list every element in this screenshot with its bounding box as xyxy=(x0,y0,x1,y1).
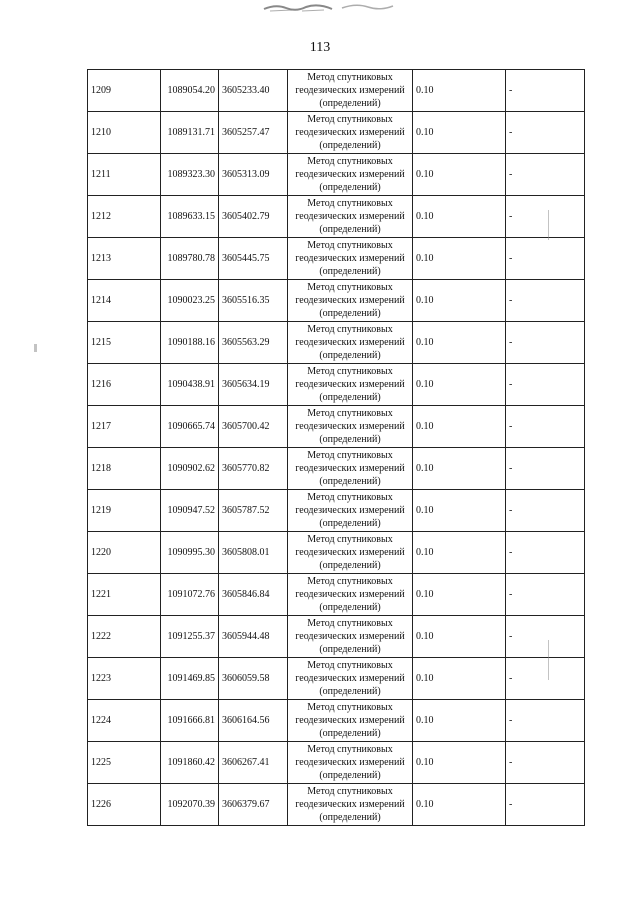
method-line: Метод спутниковых xyxy=(307,786,393,797)
method-line: (определений) xyxy=(319,140,381,151)
method-cell xyxy=(288,700,413,742)
method-line: (определений) xyxy=(319,98,381,109)
method-line: (определений) xyxy=(319,518,381,529)
method-line: геодезических измерений xyxy=(295,85,405,96)
method-line: (определений) xyxy=(319,266,381,277)
note-cell: - xyxy=(506,364,585,406)
note-cell: - xyxy=(506,532,585,574)
note-cell: - xyxy=(506,448,585,490)
scan-speck xyxy=(548,210,549,240)
note-cell: - xyxy=(506,238,585,280)
method-cell xyxy=(288,406,413,448)
method-line: (определений) xyxy=(319,350,381,361)
method-line: геодезических измерений xyxy=(295,295,405,306)
method-line: геодезических измерений xyxy=(295,253,405,264)
method-cell xyxy=(288,154,413,196)
point-number-cell: 1215 xyxy=(88,322,161,364)
method-line: геодезических измерений xyxy=(295,757,405,768)
x-coordinate-cell: 1091666.81 xyxy=(161,700,219,742)
method-line: Метод спутниковых xyxy=(307,492,393,503)
y-coordinate-cell: 3606059.58 xyxy=(219,658,288,700)
scan-speck xyxy=(548,640,549,680)
x-coordinate-cell: 1090023.25 xyxy=(161,280,219,322)
y-coordinate-cell: 3605808.01 xyxy=(219,532,288,574)
x-coordinate-cell: 1090947.52 xyxy=(161,490,219,532)
method-cell xyxy=(288,322,413,364)
method-cell xyxy=(288,574,413,616)
point-number-cell: 1221 xyxy=(88,574,161,616)
precision-cell: 0.10 xyxy=(413,112,506,154)
method-line: Метод спутниковых xyxy=(307,534,393,545)
method-line: геодезических измерений xyxy=(295,631,405,642)
point-number-cell: 1209 xyxy=(88,70,161,112)
method-line: геодезических измерений xyxy=(295,127,405,138)
y-coordinate-cell: 3605516.35 xyxy=(219,280,288,322)
page-number: 113 xyxy=(309,40,331,55)
method-line: геодезических измерений xyxy=(295,547,405,558)
method-line: Метод спутниковых xyxy=(307,282,393,293)
point-number-cell: 1220 xyxy=(88,532,161,574)
method-line: геодезических измерений xyxy=(295,799,405,810)
method-cell xyxy=(288,70,413,112)
table-row xyxy=(88,658,585,700)
table-row xyxy=(88,70,585,112)
point-number-cell: 1210 xyxy=(88,112,161,154)
method-line: Метод спутниковых xyxy=(307,576,393,587)
note-cell: - xyxy=(506,112,585,154)
precision-cell: 0.10 xyxy=(413,322,506,364)
method-line: Метод спутниковых xyxy=(307,408,393,419)
note-cell: - xyxy=(506,196,585,238)
note-cell: - xyxy=(506,574,585,616)
note-cell: - xyxy=(506,70,585,112)
point-number-cell: 1219 xyxy=(88,490,161,532)
method-line: геодезических измерений xyxy=(295,337,405,348)
method-line: Метод спутниковых xyxy=(307,366,393,377)
method-cell xyxy=(288,364,413,406)
note-cell: - xyxy=(506,280,585,322)
table-row xyxy=(88,616,585,658)
point-number-cell: 1211 xyxy=(88,154,161,196)
scan-artifact-left xyxy=(262,0,334,14)
precision-cell: 0.10 xyxy=(413,364,506,406)
method-line: геодезических измерений xyxy=(295,421,405,432)
precision-cell: 0.10 xyxy=(413,70,506,112)
point-number-cell: 1213 xyxy=(88,238,161,280)
point-number-cell: 1225 xyxy=(88,742,161,784)
table-row xyxy=(88,784,585,826)
method-line: (определений) xyxy=(319,182,381,193)
table-row xyxy=(88,574,585,616)
method-line: Метод спутниковых xyxy=(307,198,393,209)
y-coordinate-cell: 3605770.82 xyxy=(219,448,288,490)
point-number-cell: 1212 xyxy=(88,196,161,238)
method-line: геодезических измерений xyxy=(295,673,405,684)
method-line: геодезических измерений xyxy=(295,379,405,390)
table-row xyxy=(88,532,585,574)
method-line: (определений) xyxy=(319,560,381,571)
table-row xyxy=(88,364,585,406)
note-cell: - xyxy=(506,700,585,742)
x-coordinate-cell: 1090665.74 xyxy=(161,406,219,448)
scan-artifact-right xyxy=(340,0,395,14)
table-row xyxy=(88,490,585,532)
method-line: (определений) xyxy=(319,686,381,697)
precision-cell: 0.10 xyxy=(413,658,506,700)
precision-cell: 0.10 xyxy=(413,532,506,574)
y-coordinate-cell: 3605700.42 xyxy=(219,406,288,448)
x-coordinate-cell: 1090438.91 xyxy=(161,364,219,406)
method-line: геодезических измерений xyxy=(295,169,405,180)
method-line: (определений) xyxy=(319,728,381,739)
x-coordinate-cell: 1091072.76 xyxy=(161,574,219,616)
point-number-cell: 1222 xyxy=(88,616,161,658)
method-cell xyxy=(288,658,413,700)
x-coordinate-cell: 1090188.16 xyxy=(161,322,219,364)
y-coordinate-cell: 3606379.67 xyxy=(219,784,288,826)
method-line: Метод спутниковых xyxy=(307,324,393,335)
method-line: Метод спутниковых xyxy=(307,702,393,713)
method-line: (определений) xyxy=(319,392,381,403)
method-line: (определений) xyxy=(319,602,381,613)
x-coordinate-cell: 1089780.78 xyxy=(161,238,219,280)
note-cell: - xyxy=(506,322,585,364)
precision-cell: 0.10 xyxy=(413,700,506,742)
method-line: геодезических измерений xyxy=(295,505,405,516)
y-coordinate-cell: 3606267.41 xyxy=(219,742,288,784)
method-line: геодезических измерений xyxy=(295,211,405,222)
point-number-cell: 1226 xyxy=(88,784,161,826)
table-row xyxy=(88,112,585,154)
note-cell: - xyxy=(506,154,585,196)
point-number-cell: 1217 xyxy=(88,406,161,448)
y-coordinate-cell: 3605402.79 xyxy=(219,196,288,238)
scan-speck xyxy=(34,344,37,352)
point-number-cell: 1218 xyxy=(88,448,161,490)
method-cell xyxy=(288,196,413,238)
method-line: (определений) xyxy=(319,812,381,823)
method-line: (определений) xyxy=(319,644,381,655)
table-row xyxy=(88,238,585,280)
method-cell xyxy=(288,490,413,532)
point-number-cell: 1224 xyxy=(88,700,161,742)
precision-cell: 0.10 xyxy=(413,154,506,196)
x-coordinate-cell: 1090995.30 xyxy=(161,532,219,574)
x-coordinate-cell: 1091255.37 xyxy=(161,616,219,658)
x-coordinate-cell: 1092070.39 xyxy=(161,784,219,826)
method-cell xyxy=(288,238,413,280)
method-line: (определений) xyxy=(319,434,381,445)
method-line: Метод спутниковых xyxy=(307,240,393,251)
note-cell: - xyxy=(506,658,585,700)
method-cell xyxy=(288,616,413,658)
note-cell: - xyxy=(506,490,585,532)
y-coordinate-cell: 3605563.29 xyxy=(219,322,288,364)
precision-cell: 0.10 xyxy=(413,406,506,448)
y-coordinate-cell: 3605787.52 xyxy=(219,490,288,532)
precision-cell: 0.10 xyxy=(413,280,506,322)
table-row xyxy=(88,280,585,322)
method-cell xyxy=(288,742,413,784)
precision-cell: 0.10 xyxy=(413,196,506,238)
note-cell: - xyxy=(506,742,585,784)
method-line: (определений) xyxy=(319,770,381,781)
table-row xyxy=(88,406,585,448)
method-line: геодезических измерений xyxy=(295,589,405,600)
x-coordinate-cell: 1091860.42 xyxy=(161,742,219,784)
x-coordinate-cell: 1090902.62 xyxy=(161,448,219,490)
method-line: геодезических измерений xyxy=(295,463,405,474)
method-line: (определений) xyxy=(319,476,381,487)
method-line: Метод спутниковых xyxy=(307,114,393,125)
method-cell xyxy=(288,112,413,154)
method-line: Метод спутниковых xyxy=(307,618,393,629)
method-cell xyxy=(288,784,413,826)
y-coordinate-cell: 3605634.19 xyxy=(219,364,288,406)
x-coordinate-cell: 1089054.20 xyxy=(161,70,219,112)
precision-cell: 0.10 xyxy=(413,574,506,616)
x-coordinate-cell: 1089323.30 xyxy=(161,154,219,196)
precision-cell: 0.10 xyxy=(413,742,506,784)
method-cell xyxy=(288,448,413,490)
point-number-cell: 1223 xyxy=(88,658,161,700)
precision-cell: 0.10 xyxy=(413,448,506,490)
note-cell: - xyxy=(506,784,585,826)
method-line: Метод спутниковых xyxy=(307,660,393,671)
method-line: Метод спутниковых xyxy=(307,156,393,167)
table-row xyxy=(88,196,585,238)
method-line: (определений) xyxy=(319,308,381,319)
y-coordinate-cell: 3606164.56 xyxy=(219,700,288,742)
note-cell: - xyxy=(506,406,585,448)
method-line: Метод спутниковых xyxy=(307,744,393,755)
table-row xyxy=(88,700,585,742)
method-cell xyxy=(288,280,413,322)
x-coordinate-cell: 1089633.15 xyxy=(161,196,219,238)
table-row xyxy=(88,742,585,784)
coordinates-table xyxy=(87,69,585,826)
precision-cell: 0.10 xyxy=(413,490,506,532)
y-coordinate-cell: 3605313.09 xyxy=(219,154,288,196)
table-row xyxy=(88,448,585,490)
point-number-cell: 1214 xyxy=(88,280,161,322)
precision-cell: 0.10 xyxy=(413,784,506,826)
y-coordinate-cell: 3605944.48 xyxy=(219,616,288,658)
precision-cell: 0.10 xyxy=(413,238,506,280)
y-coordinate-cell: 3605257.47 xyxy=(219,112,288,154)
method-line: Метод спутниковых xyxy=(307,450,393,461)
y-coordinate-cell: 3605846.84 xyxy=(219,574,288,616)
method-cell xyxy=(288,532,413,574)
method-line: (определений) xyxy=(319,224,381,235)
note-cell: - xyxy=(506,616,585,658)
coordinates-table-body xyxy=(88,70,585,826)
y-coordinate-cell: 3605445.75 xyxy=(219,238,288,280)
table-row xyxy=(88,322,585,364)
precision-cell: 0.10 xyxy=(413,616,506,658)
method-line: Метод спутниковых xyxy=(307,72,393,83)
point-number-cell: 1216 xyxy=(88,364,161,406)
method-line: геодезических измерений xyxy=(295,715,405,726)
x-coordinate-cell: 1089131.71 xyxy=(161,112,219,154)
table-row xyxy=(88,154,585,196)
x-coordinate-cell: 1091469.85 xyxy=(161,658,219,700)
y-coordinate-cell: 3605233.40 xyxy=(219,70,288,112)
